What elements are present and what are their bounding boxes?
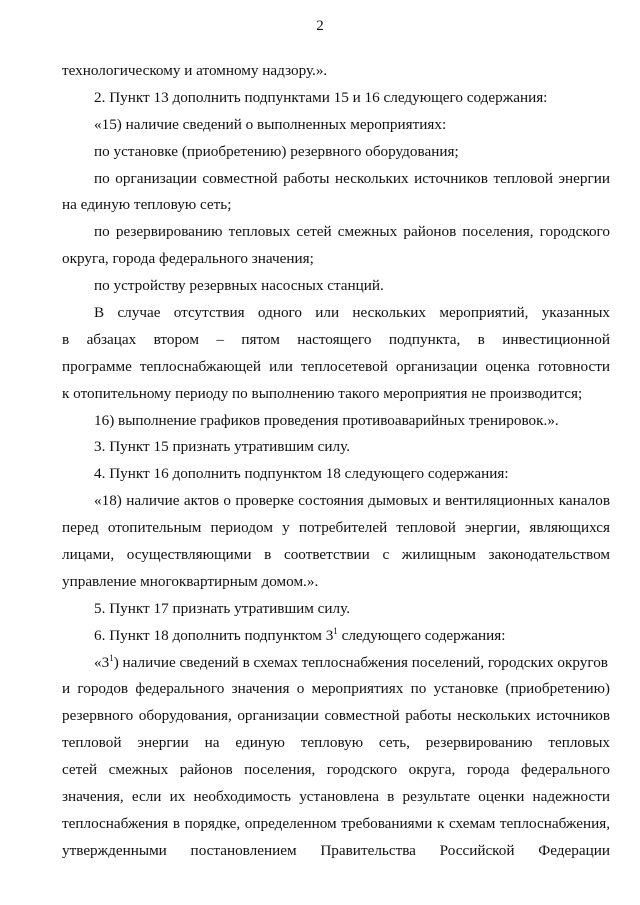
text-line — [62, 650, 610, 677]
text-line: утвержденными постановлением Правительства Российской Федерации — [62, 841, 610, 859]
text-line: 3. Пункт 15 признать утратившим силу. — [94, 438, 350, 456]
text-line — [62, 623, 610, 650]
text-line: по устройству резервных насосных станций. — [94, 277, 384, 295]
text-line: теплоснабжения в порядке, определенном требованиями к схемам теплоснабжения, — [62, 814, 610, 832]
text-line: тепловой энергии на единую тепловую сеть, резервированию тепловых — [62, 734, 610, 752]
text-line: резервного оборудования, организации совместной работы нескольких источников — [62, 707, 610, 725]
text-line: по резервированию тепловых сетей смежных районов поселения, городского — [94, 223, 610, 241]
text-line: 4. Пункт 16 дополнить подпунктом 18 следующего содержания: — [94, 465, 509, 483]
text-line: округа, города федерального значения; — [62, 250, 314, 268]
text-line: 2. Пункт 13 дополнить подпунктами 15 и 16 следующего содержания: — [94, 88, 548, 106]
text-line: значения, если их необходимость установлена в результате оценки надежности — [62, 788, 610, 806]
superscript: 1 — [109, 652, 114, 663]
text-line: 16) выполнение графиков проведения противоаварийных тренировок.». — [94, 411, 559, 429]
text-line: «18) наличие актов о проверке состояния дымовых и вентиляционных каналов — [94, 492, 610, 510]
text-line: на единую тепловую сеть; — [62, 196, 232, 214]
text-line: «15) наличие сведений о выполненных мероприятиях: — [94, 115, 447, 133]
text-line: по организации совместной работы нескольких источников тепловой энергии — [94, 169, 610, 187]
text-line: лицами, осуществляющими в соответствии с жилищным законодательством — [62, 546, 610, 564]
page-number: 2 — [316, 18, 324, 34]
text-line: сетей смежных районов поселения, городского округа, города федерального — [62, 761, 610, 779]
text-line: программе теплоснабжающей или теплосетевой организации оценка готовности — [62, 357, 610, 375]
text-line: управление многоквартирным домом.». — [62, 572, 319, 590]
text-line: к отопительному периоду по выполнению такого мероприятия не производится; — [62, 384, 583, 402]
text-line: технологическому и атомному надзору.». — [62, 62, 328, 79]
text-line: и городов федерального значения о мероприятиях по установке (приобретению) — [62, 680, 610, 698]
superscript: 1 — [333, 625, 338, 636]
text-segment: следующего содержания: — [337, 626, 506, 644]
text-line: 5. Пункт 17 признать утратившим силу. — [94, 599, 350, 617]
document-body — [62, 58, 610, 865]
text-segment: «3 — [94, 653, 110, 671]
text-line: по установке (приобретению) резервного оборудования; — [94, 142, 459, 160]
text-line: перед отопительным периодом у потребителей тепловой энергии, являющихся — [62, 519, 610, 537]
text-line: В случае отсутствия одного или нескольких мероприятий, указанных — [94, 304, 610, 322]
text-segment: 6. Пункт 18 дополнить подпунктом 3 — [94, 626, 334, 644]
text-line: в абзацах втором – пятом настоящего подпункта, в инвестиционной — [62, 330, 610, 348]
text-segment: ) наличие сведений в схемах теплоснабжения поселений, городских округов — [113, 653, 608, 671]
